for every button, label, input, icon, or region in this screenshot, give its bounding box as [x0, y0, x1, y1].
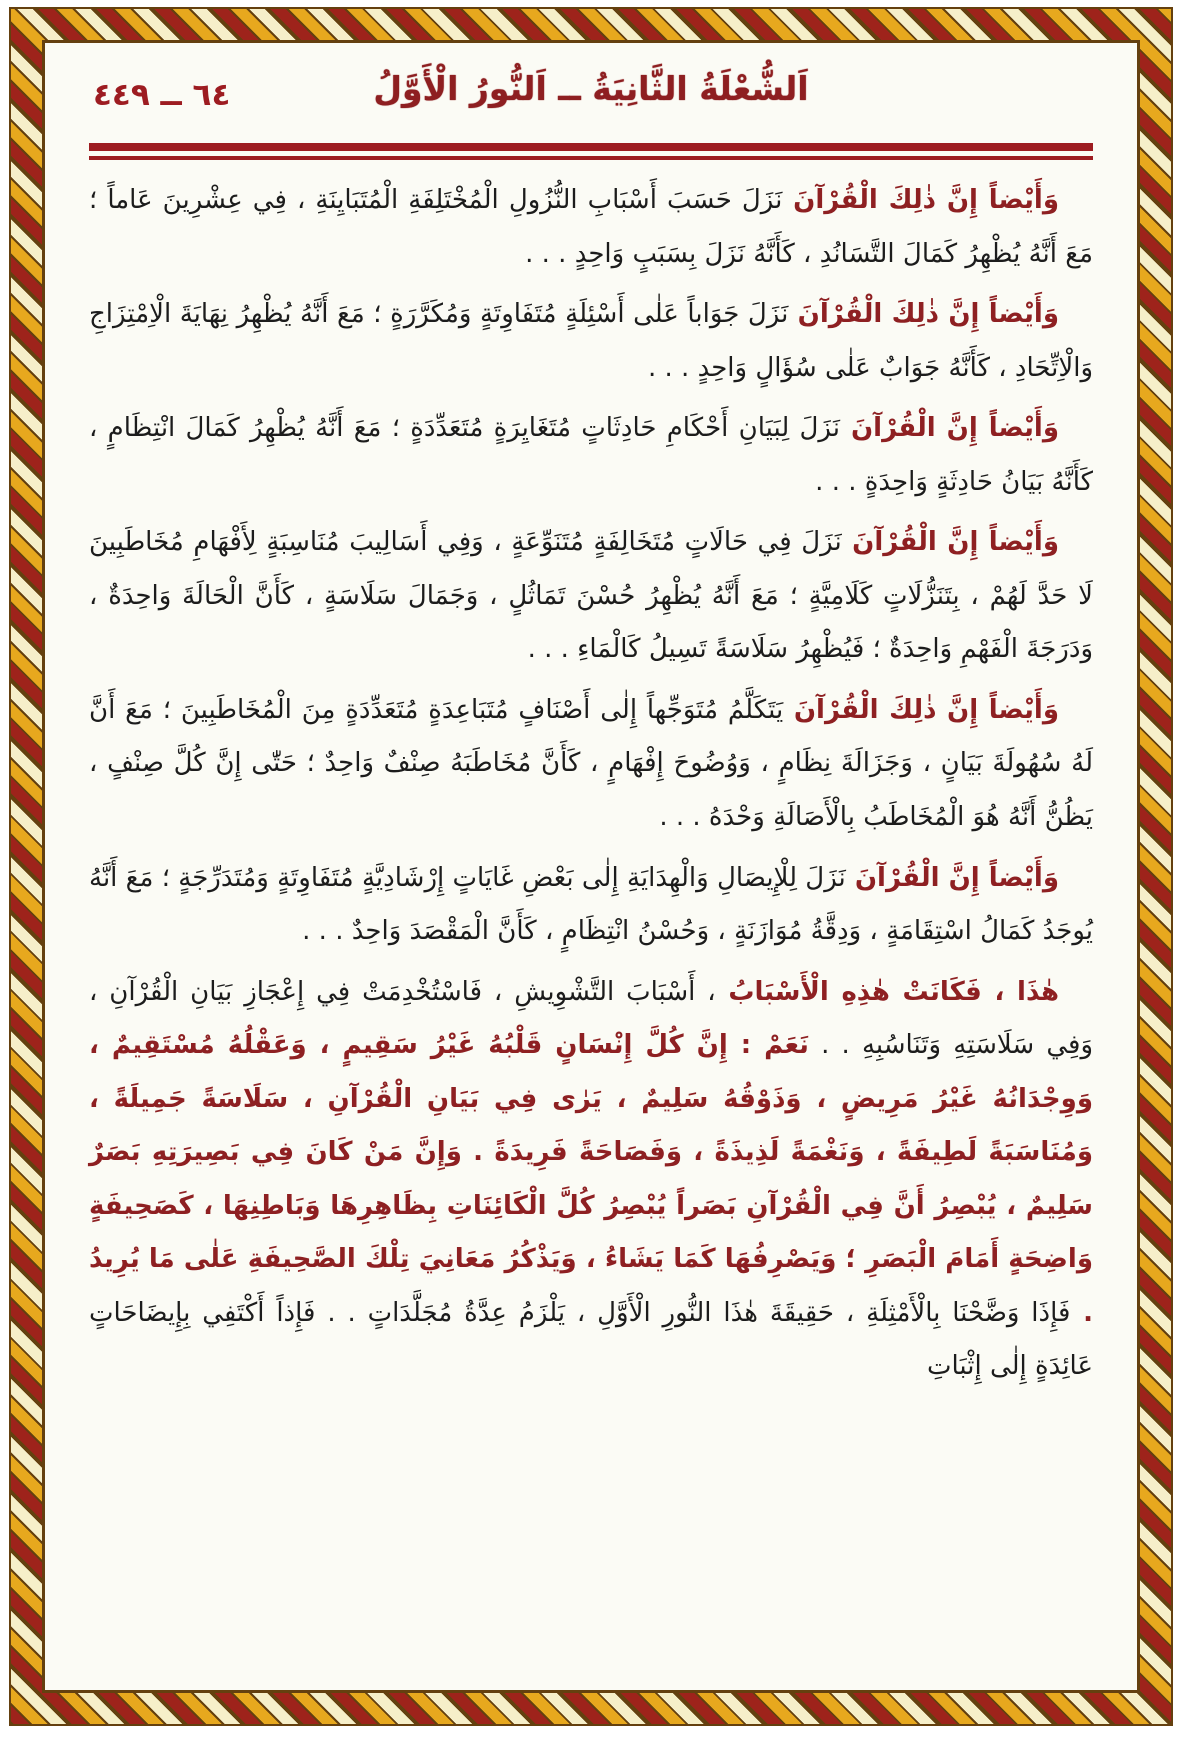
highlight-text: وَأَيْضاً إِنَّ ذٰلِكَ الْقُرْآنَ [783, 694, 1059, 725]
ornamental-border-frame [9, 7, 1173, 1726]
highlight-text: وَأَيْضاً إِنَّ ذٰلِكَ الْقُرْآنَ [782, 185, 1060, 215]
highlight-text: وَأَيْضاً إِنَّ الْقُرْآنَ [841, 527, 1059, 558]
body-text: فَإِذَا وَضَّحْنَا بِالْأَمْثِلَةِ ، حَقِيقَةَ هٰذَا النُّورِ الْأَوَّلِ ، يَلْزَمُ عِدَّةُ مُجَلَّدَاتٍ . . فَإِذاً أَكْتَفِي بِإِيضَاحَاتٍ عَائِدَةٍ إِلٰى إِثْبَاتِ [89, 1297, 1093, 1382]
body-text: نَزَلَ لِلْإِيصَالِ وَالْهِدَايَةِ إِلٰى بَعْضِ غَايَاتٍ إِرْشَادِيَّةٍ مُتَفَاوِتَةٍ وَمُتَدَرِّجَةٍ ؛ مَعَ أَنَّهُ يُوجَدُ كَمَالُ اسْتِقَامَةٍ ، وَدِقَّةُ مُوَازَنَةٍ ، وَحُسْنُ انْتِظَامٍ ، كَأَنَّ الْمَقْصَدَ وَاحِدٌ . . . [89, 862, 1093, 947]
body-text: نَزَلَ لِبَيَانِ أَحْكَامِ حَادِثَاتٍ مُتَغَايِرَةٍ مُتَعَدِّدَةٍ ؛ مَعَ أَنَّهُ يُظْهِرُ كَمَالَ انْتِظَامٍ ، كَأَنَّهُ بَيَانُ حَادِثَةٍ وَاحِدَةٍ . . . [89, 413, 1093, 497]
highlight-text: نَعَمْ : إِنَّ كُلَّ إِنْسَانٍ قَلْبُهُ غَيْرُ سَقِيمٍ ، وَعَقْلُهُ مُسْتَقِيمٌ ، وَوِجْدَانُهُ غَيْرُ مَرِيضٍ ، وَذَوْقُهُ سَلِيمٌ ، يَرٰى فِي بَيَانِ الْقُرْآنِ ، سَلَاسَةً جَمِيلَةً ، وَمُنَاسَبَةً لَطِيفَةً ، وَنَغْمَةً لَذِيذَةً ، وَفَصَاحَةً فَرِيدَةً . وَإِنَّ مَنْ كَانَ فِي بَصِيرَتِهِ بَصَرٌ سَلِيمٌ ، يُبْصِرُ أَنَّ فِي الْقُرْآنِ بَصَراً يُبْصِرُ كُلَّ الْكَائِنَاتِ بِظَاهِرِهَا وَبَاطِنِهَا ، كَصَحِيفَةٍ وَاضِحَةٍ أَمَامَ الْبَصَرِ ؛ وَيَصْرِفُهَا كَمَا يَشَاءُ ، وَيَذْكُرُ مَعَانِيَ تِلْكَ الصَّحِيفَةِ عَلٰى مَا يُرِيدُ . [89, 1030, 1093, 1328]
chain-border-band [11, 9, 1171, 1724]
header-divider [89, 143, 1093, 160]
paragraph [89, 516, 1093, 677]
body-text: نَزَلَ فِي حَالَاتٍ مُتَخَالِفَةٍ مُتَنَوِّعَةٍ ، وَفِي أَسَالِيبَ مُنَاسِبَةٍ لِأَفْهَامِ مُخَاطَبِينَ لَا حَدَّ لَهُمْ ، بِتَنَزُّلَاتٍ كَلَامِيَّةٍ ؛ مَعَ أَنَّهُ يُظْهِرُ حُسْنَ تَمَاثُلٍ ، وَجَمَالَ سَلَاسَةٍ ، كَأَنَّ الْحَالَةَ وَاحِدَةٌ ، وَدَرَجَةَ الْفَهْمِ وَاحِدَةٌ ؛ فَيُظْهِرُ سَلَاسَةً تَسِيلُ كَالْمَاءِ . . . [89, 527, 1093, 665]
page-number: ٦٤ ــ ٤٤٩ [93, 77, 231, 113]
body-text: نَزَلَ حَسَبَ أَسْبَابِ النُّزُولِ الْمُخْتَلِفَةِ الْمُتَبَايِنَةِ ، فِي عِشْرِينَ عَاماً ؛ مَعَ أَنَّهُ يُظْهِرُ كَمَالَ التَّسَانُدِ ، كَأَنَّهُ نَزَلَ بِسَبَبٍ وَاحِدٍ . . . [89, 185, 1093, 269]
body-text: ، أَسْبَابَ التَّشْوِيشِ ، فَاسْتُخْدِمَتْ فِي إِعْجَازِ بَيَانِ الْقُرْآنِ ، وَفِي سَلَاسَتِهِ وَتَنَاسُبِهِ . . [89, 976, 1093, 1061]
divider-thin-rule [89, 156, 1093, 160]
paragraph [89, 684, 1093, 845]
highlight-text: وَأَيْضاً إِنَّ الْقُرْآنَ [839, 413, 1059, 444]
body-text: يَتَكَلَّمُ مُتَوَجِّهاً إِلٰى أَصْنَافٍ مُتَبَاعِدَةٍ مُتَعَدِّدَةٍ مِنَ الْمُخَاطَبِينَ ؛ مَعَ أَنَّ لَهُ سُهُولَةَ بَيَانٍ ، وَجَزَالَةَ نِظَامٍ ، وَوُضُوحَ إِفْهَامٍ ، كَأَنَّ مُخَاطَبَهُ صِنْفٌ وَاحِدٌ ؛ حَتّٰى إِنَّ كُلَّ صِنْفٍ ، يَظُنُّ أَنَّهُ هُوَ الْمُخَاطَبُ بِالْأَصَالَةِ وَحْدَهُ . . . [89, 694, 1093, 833]
paragraph [89, 174, 1093, 281]
highlight-text: وَأَيْضاً إِنَّ الْقُرْآنَ [845, 862, 1059, 893]
paragraph [89, 852, 1093, 959]
highlight-text: هٰذَا ، فَكَانَتْ هٰذِهِ الْأَسْبَابُ [715, 976, 1059, 1007]
page-header [89, 65, 1093, 131]
text-body [89, 174, 1093, 1394]
highlight-text: وَأَيْضاً إِنَّ ذٰلِكَ الْقُرْآنَ [788, 299, 1059, 330]
divider-thick-rule [89, 143, 1093, 151]
paragraph [89, 966, 1093, 1394]
paragraph [89, 402, 1093, 509]
paragraph [89, 288, 1093, 395]
page-title: اَلشُّعْلَةُ الثَّانِيَةُ ــ اَلنُّورُ الْأَوَّلُ [373, 69, 809, 108]
page [42, 40, 1140, 1693]
body-text: نَزَلَ جَوَاباً عَلٰى أَسْئِلَةٍ مُتَفَاوِتَةٍ وَمُكَرَّرَةٍ ؛ مَعَ أَنَّهُ يُظْهِرُ نِهَايَةَ الْاِمْتِزَاجِ وَالْاِتِّحَادِ ، كَأَنَّهُ جَوَابٌ عَلٰى سُؤَالٍ وَاحِدٍ . . . [89, 299, 1093, 383]
